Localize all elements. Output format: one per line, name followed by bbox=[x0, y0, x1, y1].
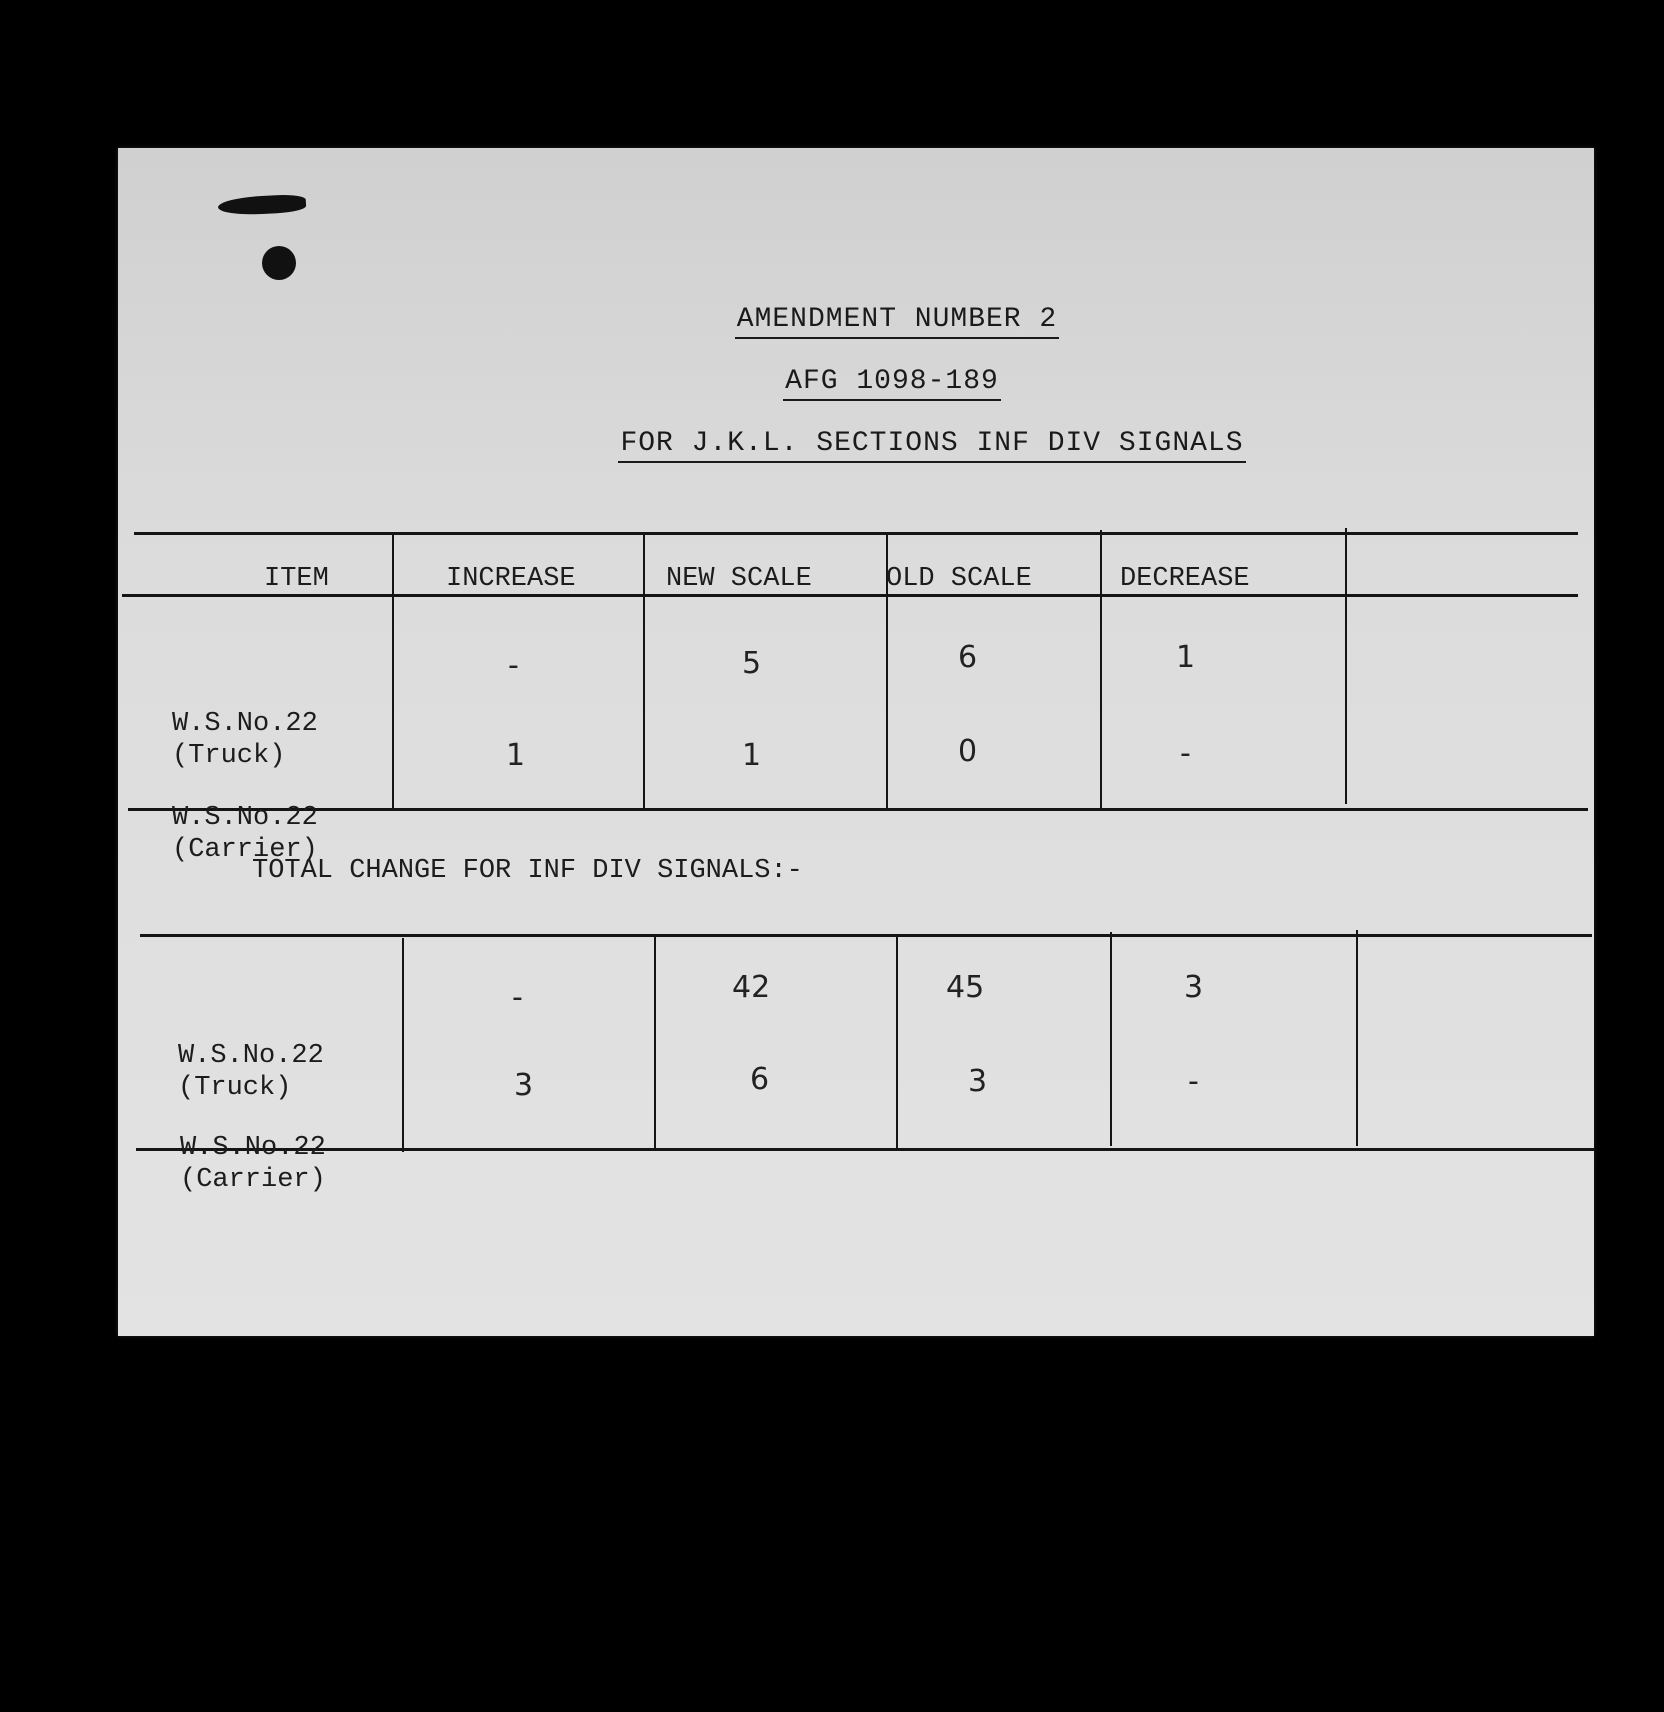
cell-decrease: 1 bbox=[1176, 640, 1196, 675]
table-column-divider bbox=[896, 934, 898, 1148]
cell-increase: 1 bbox=[506, 738, 526, 773]
total-cell-increase: 3 bbox=[514, 1068, 534, 1103]
cell-new-scale: 5 bbox=[742, 646, 762, 681]
total-row-item: W.S.No.22 (Carrier) bbox=[180, 1133, 326, 1195]
table-rule bbox=[128, 808, 1588, 811]
table-rule bbox=[140, 934, 1592, 937]
total-cell-decrease: 3 bbox=[1184, 970, 1204, 1005]
column-header-new-scale: NEW SCALE bbox=[666, 564, 812, 594]
total-cell-new-scale: 42 bbox=[732, 970, 771, 1005]
table-rule bbox=[122, 594, 1578, 597]
document-title: AMENDMENT NUMBER 2 bbox=[0, 304, 1664, 335]
table-column-divider bbox=[1110, 932, 1112, 1146]
total-change-label: TOTAL CHANGE FOR INF DIV SIGNALS:- bbox=[252, 856, 803, 886]
cell-new-scale: 1 bbox=[742, 738, 762, 773]
cell-old-scale: 6 bbox=[958, 640, 978, 675]
column-header-old-scale: OLD SCALE bbox=[886, 564, 1032, 594]
table-column-divider bbox=[643, 534, 645, 810]
column-header-increase: INCREASE bbox=[446, 564, 576, 594]
total-cell-increase: - bbox=[512, 980, 523, 1015]
ink-blot bbox=[262, 246, 296, 280]
table-column-divider bbox=[392, 534, 394, 810]
total-cell-new-scale: 6 bbox=[750, 1062, 770, 1097]
total-cell-old-scale: 45 bbox=[946, 970, 985, 1005]
column-header-item: ITEM bbox=[264, 564, 329, 594]
table-row-item: W.S.No.22 (Truck) bbox=[172, 709, 318, 771]
table-column-divider bbox=[402, 938, 404, 1152]
total-row-item: W.S.No.22 (Truck) bbox=[178, 1041, 324, 1103]
table-column-divider bbox=[1100, 530, 1102, 808]
column-header-decrease: DECREASE bbox=[1120, 564, 1250, 594]
cell-old-scale: 0 bbox=[958, 734, 978, 769]
table-column-divider bbox=[654, 936, 656, 1150]
cell-decrease: - bbox=[1180, 736, 1191, 771]
total-cell-old-scale: 3 bbox=[968, 1064, 988, 1099]
total-cell-decrease: - bbox=[1188, 1064, 1199, 1099]
table-rule bbox=[136, 1148, 1594, 1151]
table-column-divider bbox=[1356, 930, 1358, 1146]
table-column-divider bbox=[1345, 528, 1347, 804]
table-rule bbox=[134, 532, 1578, 535]
cell-increase: - bbox=[508, 648, 519, 683]
document-subtitle: FOR J.K.L. SECTIONS INF DIV SIGNALS bbox=[0, 428, 1664, 459]
table-row-item: W.S.No.22 (Carrier) bbox=[172, 803, 318, 865]
document-reference: AFG 1098-189 bbox=[0, 366, 1664, 397]
